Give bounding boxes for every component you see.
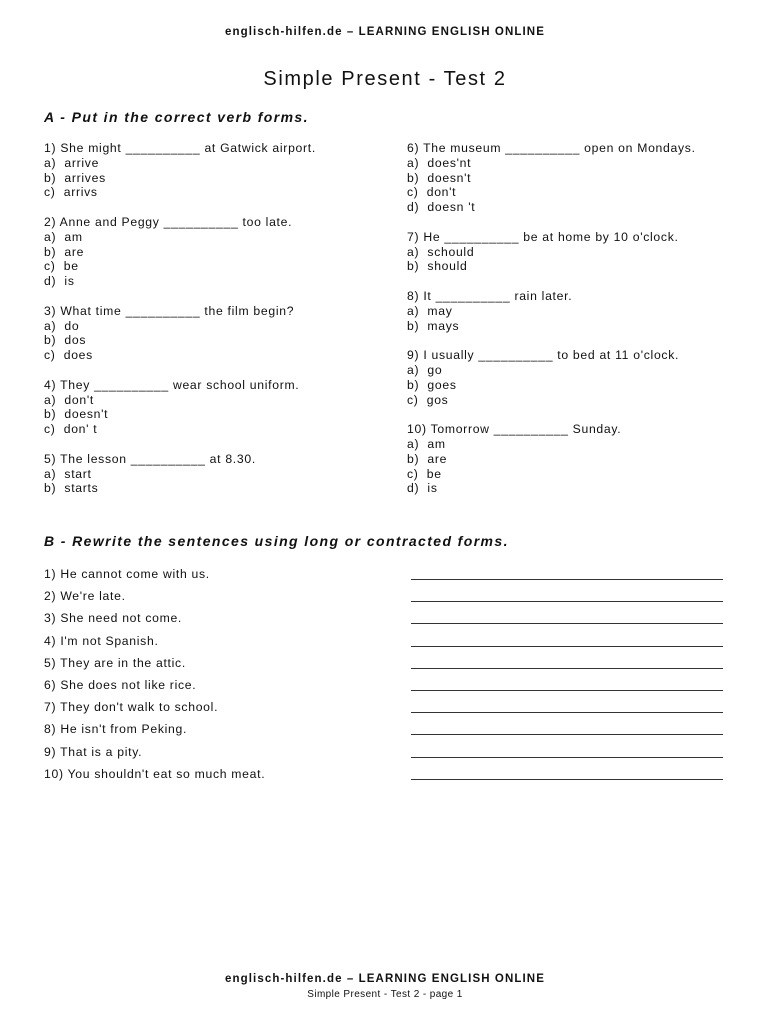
answer-option: d) is <box>407 481 438 496</box>
rewrite-sentence: 10) You shouldn't eat so much meat. <box>44 766 266 781</box>
section-a-right-column <box>407 141 737 496</box>
answer-option: a) start <box>44 466 92 481</box>
answer-blank-line <box>411 646 723 647</box>
answer-option: c) arrivs <box>44 185 98 200</box>
answer-blank-line <box>411 734 723 735</box>
question-text: 1) She might __________ at Gatwick airport. <box>44 141 316 155</box>
question-spacer <box>44 363 384 378</box>
question-spacer <box>407 274 737 289</box>
answer-blank-line <box>411 779 723 780</box>
answer-option: a) don't <box>44 392 94 407</box>
answer-option: b) are <box>44 244 85 259</box>
rewrite-sentence: 9) That is a pity. <box>44 744 143 759</box>
answer-option: a) schould <box>407 244 475 259</box>
answer-option: b) mays <box>407 318 460 333</box>
answer-option: c) be <box>407 466 442 481</box>
section-a-heading: A - Put in the correct verb forms. <box>44 109 309 125</box>
answer-option: a) arrive <box>44 155 100 170</box>
answer-option: b) dos <box>44 333 87 348</box>
footer-site: englisch-hilfen.de – LEARNING ENGLISH ONLINE <box>225 973 545 985</box>
rewrite-sentence: 3) She need not come. <box>44 611 183 626</box>
question-text: 9) I usually __________ to bed at 11 o'clock. <box>407 348 680 363</box>
answer-blank-line <box>411 601 723 602</box>
answer-blank-line <box>411 757 723 758</box>
rewrite-sentence: 8) He isn't from Peking. <box>44 722 188 737</box>
answer-option: a) does'nt <box>407 155 472 170</box>
answer-option: b) are <box>407 451 448 466</box>
answer-option: a) go <box>407 362 443 377</box>
answer-option: c) don't <box>407 185 457 200</box>
page-header: englisch-hilfen.de – LEARNING ENGLISH ONLINE <box>225 26 545 38</box>
answer-option: c) be <box>44 259 79 274</box>
page-title: Simple Present - Test 2 <box>263 68 507 90</box>
answer-option: a) do <box>44 318 80 333</box>
question-text: 3) What time __________ the film begin? <box>44 303 295 318</box>
rewrite-sentence: 5) They are in the attic. <box>44 655 186 670</box>
answer-blank-line <box>411 690 723 691</box>
answer-option: a) am <box>407 436 446 451</box>
rewrite-sentence: 7) They don't walk to school. <box>44 700 219 715</box>
rewrite-sentence: 1) He cannot come with us. <box>44 567 210 581</box>
section-b-heading: B - Rewrite the sentences using long or contracted forms. <box>44 533 509 549</box>
answer-option: c) does <box>44 348 93 363</box>
question-text: 2) Anne and Peggy __________ too late. <box>44 214 293 229</box>
question-text: 4) They __________ wear school uniform. <box>44 377 300 392</box>
section-a-left-column <box>44 141 384 496</box>
question-spacer <box>44 289 384 304</box>
question-text: 10) Tomorrow __________ Sunday. <box>407 422 622 437</box>
answer-blank-line <box>411 712 723 713</box>
question-text: 5) The lesson __________ at 8.30. <box>44 451 256 466</box>
answer-option: b) doesn't <box>407 170 472 185</box>
rewrite-sentence: 2) We're late. <box>44 589 126 604</box>
answer-blank-line <box>411 623 723 624</box>
question-spacer <box>407 407 737 422</box>
answer-option: c) don' t <box>44 422 98 437</box>
answer-option: b) doesn't <box>44 407 109 422</box>
question-text: 6) The museum __________ open on Mondays. <box>407 141 696 155</box>
answer-blank-line <box>411 579 723 580</box>
footer-page-info: Simple Present - Test 2 - page 1 <box>307 989 463 1000</box>
answer-option: c) gos <box>407 392 449 407</box>
question-spacer <box>407 333 737 348</box>
rewrite-sentence: 4) I'm not Spanish. <box>44 633 159 648</box>
answer-blank-line <box>411 668 723 669</box>
answer-option: a) am <box>44 229 83 244</box>
question-spacer <box>407 215 737 230</box>
answer-option: b) starts <box>44 481 99 496</box>
question-text: 7) He __________ be at home by 10 o'clock. <box>407 229 679 244</box>
answer-option: b) arrives <box>44 170 106 185</box>
answer-option: a) may <box>407 303 453 318</box>
question-spacer <box>44 437 384 452</box>
answer-option: d) doesn 't <box>407 200 476 215</box>
answer-option: b) should <box>407 259 468 274</box>
question-text: 8) It __________ rain later. <box>407 288 573 303</box>
question-spacer <box>44 200 384 215</box>
rewrite-sentence: 6) She does not like rice. <box>44 678 197 692</box>
answer-option: d) is <box>44 274 75 289</box>
answer-option: b) goes <box>407 377 457 392</box>
